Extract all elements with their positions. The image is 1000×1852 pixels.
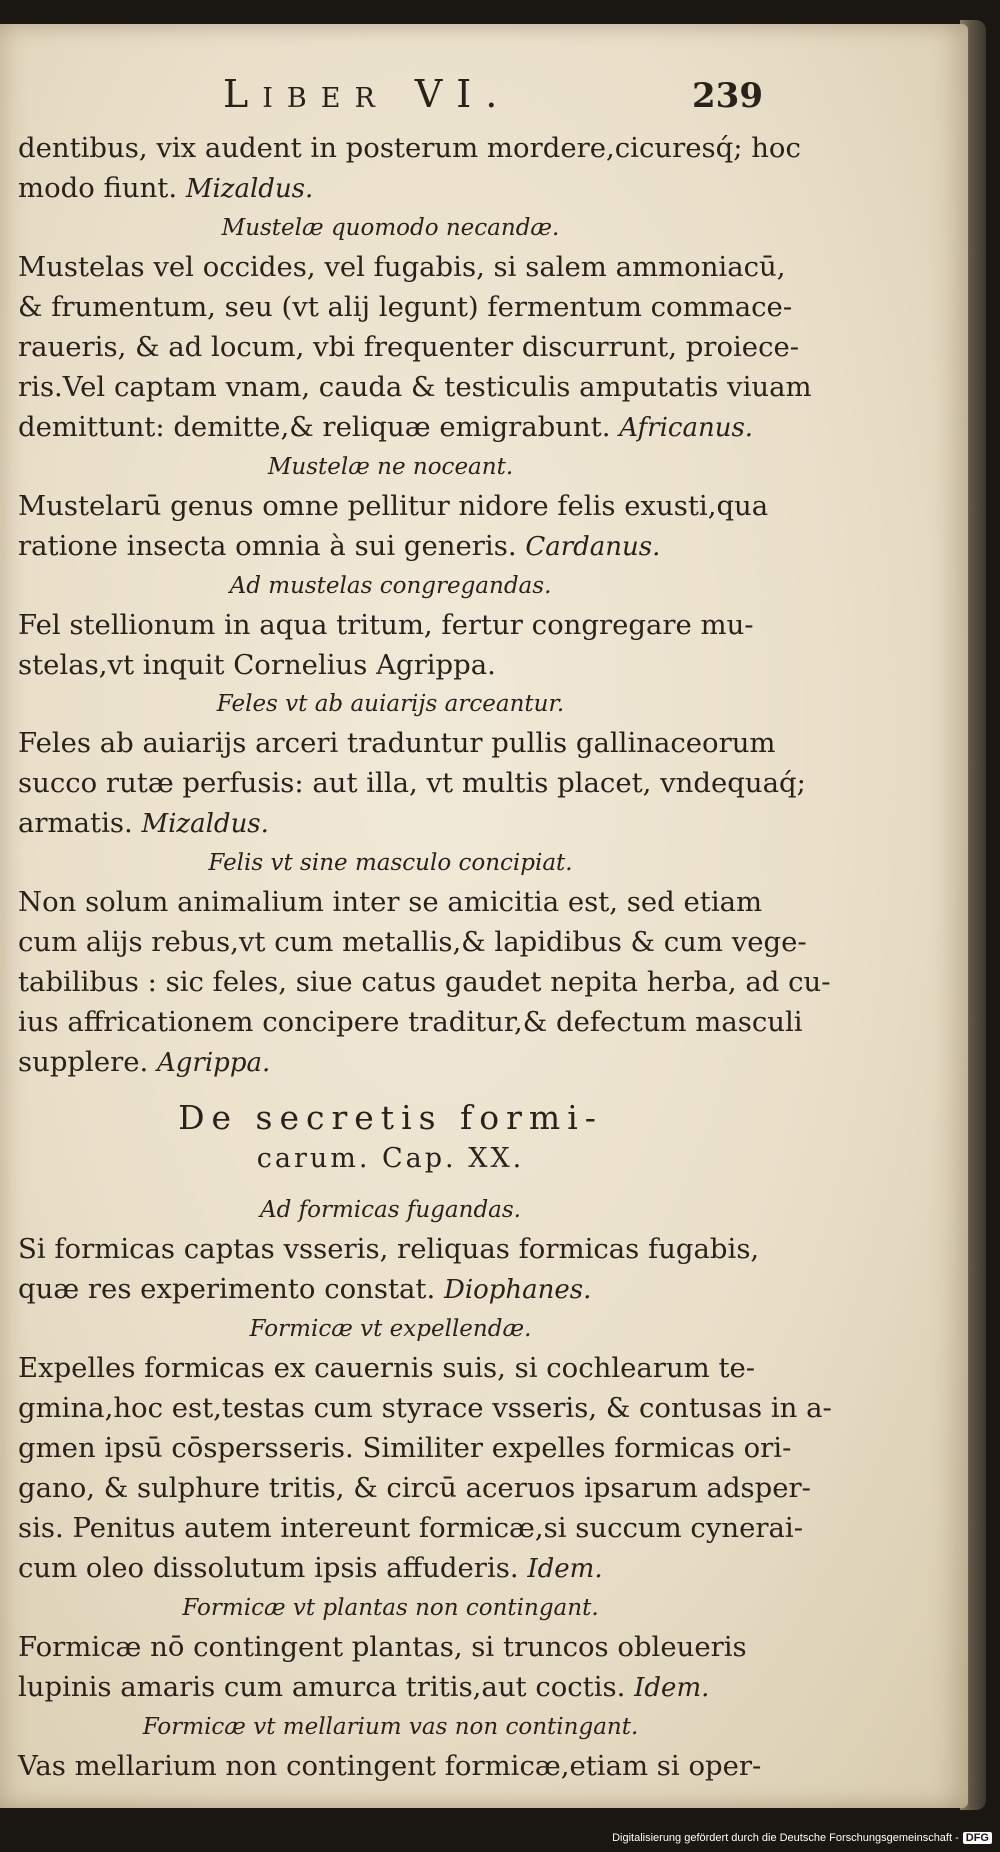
- running-title: Liber VI.: [223, 72, 512, 116]
- text-line: [18, 1229, 763, 1269]
- section-mustelae: [18, 128, 831, 1083]
- text-line: [18, 1042, 763, 1083]
- line-text: raueris, & ad locum, vbi frequenter discurrunt, proiece-: [18, 331, 800, 363]
- line-text: Si formicas captas vsseris, reliquas formicas fugabis,: [18, 1233, 760, 1265]
- text-line: [18, 1002, 803, 1042]
- citation: Cardanus.: [525, 532, 661, 562]
- text-line: [18, 1348, 763, 1388]
- dfg-logo: DFG: [963, 1832, 992, 1844]
- text-line: [18, 1667, 763, 1708]
- citation: Mizaldus.: [141, 809, 269, 839]
- citation: Idem.: [634, 1673, 710, 1703]
- line-text: Formicæ nō contingent plantas, si truncos obleueris: [18, 1631, 747, 1663]
- citation: Agrippa.: [157, 1048, 271, 1078]
- line-text: Fel stellionum in aqua tritum, fertur congregare mu-: [18, 609, 754, 641]
- line-text: modo fiunt.: [18, 172, 178, 204]
- section-heading: Ad mustelas congregandas.: [229, 573, 552, 599]
- text-line: [18, 367, 812, 407]
- section-heading: Felis vt sine masculo concipiat.: [208, 850, 573, 876]
- line-text: ratione insecta omnia à sui generis.: [18, 530, 517, 562]
- text-line: [18, 1627, 763, 1667]
- text-line: [18, 1428, 792, 1468]
- line-text: Non solum animalium inter se amicitia est, sed etiam: [18, 886, 763, 918]
- line-text: succo rutæ perfusis: aut illa, vt multis placet, vndequaq́;: [18, 767, 806, 799]
- chapter-subtitle: carum. Cap. XX.: [256, 1143, 525, 1174]
- line-text: gano, & sulphure tritis, & circū aceruos ipsarum adsper-: [18, 1472, 811, 1504]
- line-text: demittunt: demitte,& reliquæ emigrabunt.: [18, 411, 611, 443]
- text-line: [18, 1548, 763, 1589]
- section-formicae: [18, 1191, 832, 1786]
- line-text: gmen ipsū cōspersseris. Similiter expelles formicas ori-: [18, 1432, 792, 1464]
- text-line: [18, 1269, 763, 1310]
- section-heading: Formicæ vt plantas non contingant.: [182, 1595, 599, 1621]
- line-text: sis. Penitus autem intereunt formicæ,si succum cynerai-: [18, 1512, 803, 1544]
- line-text: dentibus, vix audent in posterum mordere,cicuresq́; hoc: [18, 132, 801, 164]
- page-number: 239: [692, 76, 763, 116]
- text-line: [18, 287, 793, 327]
- text-line: [18, 1746, 763, 1786]
- text-line: [18, 128, 801, 168]
- section-heading: Mustelæ ne noceant.: [267, 454, 514, 480]
- line-text: lupinis amaris cum amurca tritis,aut coctis.: [18, 1671, 626, 1703]
- text-line: [18, 763, 806, 803]
- text-line: [18, 645, 763, 685]
- text-line: [18, 1388, 832, 1428]
- digitization-credit: [612, 1832, 992, 1844]
- line-text: gmina,hoc est,testas cum styrace vsseris, & contusas in a-: [18, 1392, 832, 1424]
- line-text: quæ res experimento constat.: [18, 1273, 436, 1305]
- line-text: cum alijs rebus,vt cum metallis,& lapidibus & cum vege-: [18, 926, 807, 958]
- text-line: [18, 1468, 811, 1508]
- text-line: [18, 803, 763, 844]
- line-text: & frumentum, seu (vt alij legunt) fermentum commace-: [18, 291, 793, 323]
- text-line: [18, 1508, 803, 1548]
- line-text: supplere.: [18, 1046, 149, 1078]
- text-line: [18, 486, 769, 526]
- section-heading: Formicæ vt mellarium vas non contingant.: [142, 1714, 639, 1740]
- chapter-title: De secretis formi-: [178, 1098, 603, 1137]
- line-text: Expelles formicas ex cauernis suis, si cochlearum te-: [18, 1352, 756, 1384]
- text-line: [18, 247, 786, 287]
- section-heading: Ad formicas fugandas.: [260, 1197, 521, 1223]
- running-head: [18, 72, 763, 128]
- text-line: [18, 605, 763, 645]
- citation: Mizaldus.: [185, 174, 314, 204]
- text-line: [18, 168, 763, 209]
- text-line: [18, 962, 831, 1002]
- line-text: tabilibus : sic feles, siue catus gaudet nepita herba, ad cu-: [18, 966, 831, 998]
- credit-text: Digitalisierung gefördert durch die Deutsche Forschungsgemeinschaft -: [612, 1832, 959, 1844]
- line-text: stelas,vt inquit Cornelius Agrippa.: [18, 649, 496, 681]
- line-text: ris.Vel captam vnam, cauda & testiculis amputatis viuam: [18, 371, 812, 403]
- text-line: [18, 882, 763, 922]
- line-text: Feles ab auiarijs arceri traduntur pullis gallinaceorum: [18, 727, 776, 759]
- text-line: [18, 526, 763, 567]
- citation: Africanus.: [619, 413, 754, 443]
- line-text: cum oleo dissolutum ipsis affuderis.: [18, 1552, 519, 1584]
- citation: Diophanes.: [443, 1275, 592, 1305]
- line-text: Vas mellarium non contingent formicæ,etiam si oper-: [18, 1750, 762, 1782]
- text-line: [18, 407, 763, 448]
- citation: Idem.: [527, 1554, 603, 1584]
- line-text: ius affricationem concipere traditur,& defectum masculi: [18, 1006, 803, 1038]
- section-heading: Formicæ vt expellendæ.: [249, 1316, 532, 1342]
- text-line: [18, 723, 776, 763]
- line-text: Mustelarū genus omne pellitur nidore felis exusti,qua: [18, 490, 769, 522]
- text-line: [18, 327, 800, 367]
- section-heading: Mustelæ quomodo necandæ.: [221, 215, 560, 241]
- line-text: armatis.: [18, 807, 133, 839]
- line-text: Mustelas vel occides, vel fugabis, si salem ammoniacū,: [18, 251, 786, 283]
- section-heading: Feles vt ab auiarijs arceantur.: [216, 691, 565, 717]
- text-block: [18, 72, 832, 1786]
- text-line: [18, 922, 807, 962]
